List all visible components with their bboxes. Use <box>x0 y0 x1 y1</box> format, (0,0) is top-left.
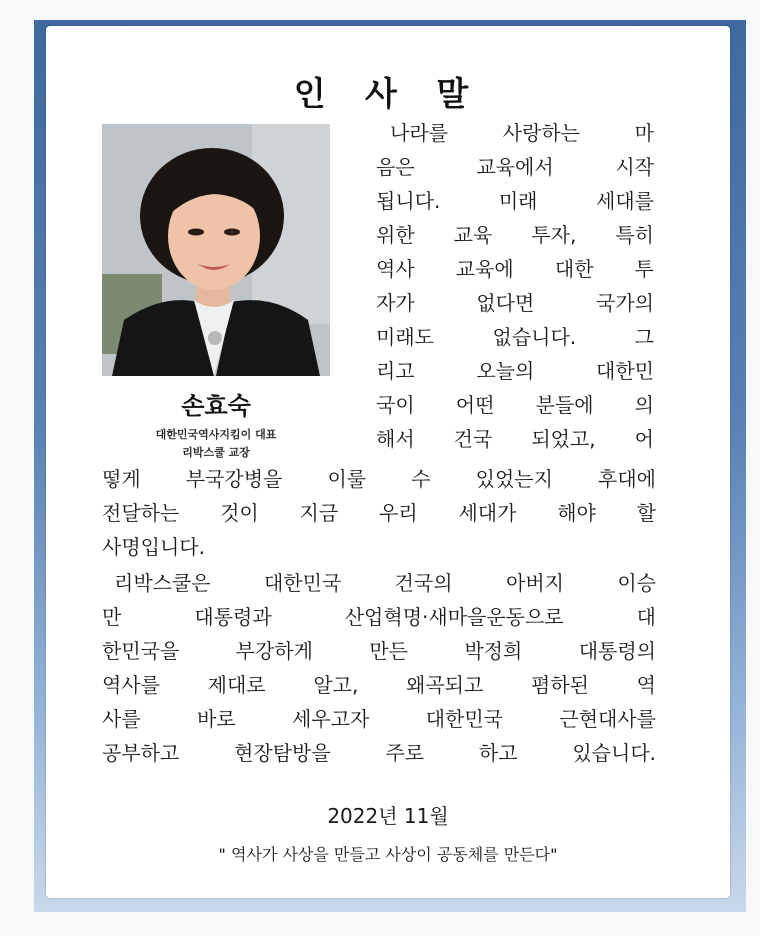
body-line: 리고 오늘의 대한민 <box>376 359 654 383</box>
body-line: 떻게 부국강병을 이룰 수 있었는지 후대에 <box>102 467 656 491</box>
body-line: 전달하는 것이 지금 우리 세대가 해야 할 <box>102 501 656 525</box>
body-line: 역사 교육에 대한 투 <box>376 257 654 281</box>
body-line: 됩니다. 미래 세대를 <box>376 189 654 213</box>
body-line: 위한 교육 투자, 특히 <box>376 223 654 247</box>
author-portrait <box>102 124 330 376</box>
author-role: 대한민국역사지킴이 대표 <box>155 428 277 441</box>
author-school: 리박스쿨 교장 <box>182 446 250 459</box>
body-line: 공부하고 현장탐방을 주로 하고 있습니다. <box>102 741 656 765</box>
body-line: 국이 어떤 분들에 의 <box>376 393 654 417</box>
author-name: 손효숙 <box>181 392 251 420</box>
body-line: 한민국을 부강하게 만든 박정희 대통령의 <box>102 639 656 663</box>
date-line: 2022년 11월 <box>327 804 449 828</box>
motto-quote: " 역사가 사상을 만들고 사상이 공동체를 만든다" <box>218 845 558 864</box>
body-line: 나라를 사랑하는 마 <box>390 121 654 145</box>
body-line: 자가 없다면 국가의 <box>376 291 654 315</box>
body-line: 역사를 제대로 알고, 왜곡되고 폄하된 역 <box>102 673 656 697</box>
body-line: 만 대통령과 산업혁명·새마을운동으로 대 <box>102 605 656 629</box>
body-line: 사명입니다. <box>102 535 205 559</box>
body-line: 음은 교육에서 시작 <box>376 155 654 179</box>
body-line: 리박스쿨은 대한민국 건국의 아버지 이승 <box>114 571 656 595</box>
greeting-card <box>46 26 730 898</box>
body-line: 해서 건국 되었고, 어 <box>376 427 654 451</box>
card-title: 인 사 말 <box>293 74 483 113</box>
body-line: 사를 바로 세우고자 대한민국 근현대사를 <box>102 707 656 731</box>
body-line: 미래도 없습니다. 그 <box>376 325 654 349</box>
